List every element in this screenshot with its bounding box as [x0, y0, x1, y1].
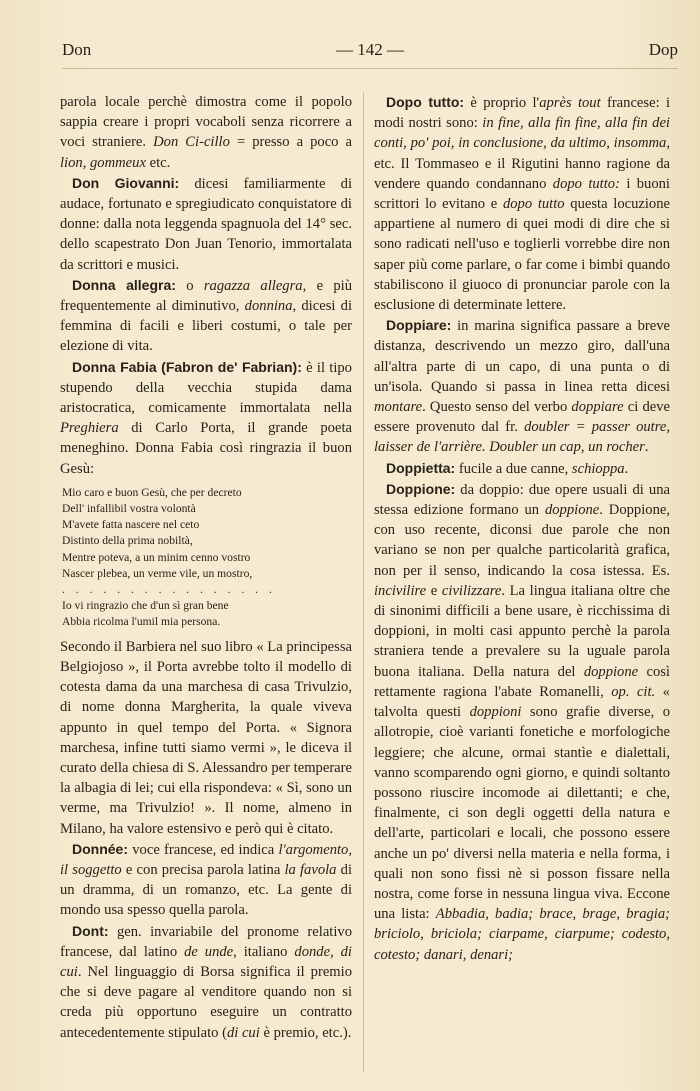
poem-line: Mentre poteva, a un minim cenno vostro	[62, 550, 251, 564]
italic-text: lion, gommeux	[60, 154, 146, 171]
italic-text: l'argomento, il soggetto	[60, 841, 352, 878]
italic-text: dopo tutto	[502, 196, 565, 213]
continued-paragraph	[60, 92, 352, 173]
italic-text: ragazza allegra	[203, 277, 303, 294]
text: è il tipo stupendo della vecchia stupida dama aristocratica, comicamente immortalata nella	[60, 359, 352, 417]
text: etc.	[145, 154, 171, 171]
header-rule	[62, 68, 678, 69]
italic-text: doppione	[544, 502, 600, 519]
italic-text: civilizzare	[441, 582, 502, 599]
italic-text: di cui	[226, 1024, 260, 1041]
text: e con precisa parola latina	[121, 861, 285, 878]
italic-text: op. cit.	[611, 683, 656, 700]
headword: Don Giovanni:	[72, 174, 180, 191]
italic-text: donde, di cui	[60, 943, 352, 980]
poem-line: Dell' infallibil vostra volontà	[62, 502, 196, 516]
entry-doppiare	[374, 315, 670, 457]
headword: Dont:	[72, 922, 109, 939]
italic-text: Preghiera	[60, 420, 119, 437]
headword: Doppiare:	[386, 317, 452, 334]
column-divider	[363, 92, 364, 1072]
text: « talvolta questi	[374, 683, 670, 721]
poem-ellipsis: . . . . . . . . . . . . . . . .	[62, 583, 276, 597]
text: e	[426, 582, 442, 599]
text: , e più frequentemente al diminutivo,	[60, 277, 353, 315]
text: .	[624, 460, 629, 477]
text: di Carlo Porta, il grande poeta meneghino. Donna Fabia così ringrazia il buon Gesù:	[60, 420, 352, 477]
entry-doppione	[374, 479, 670, 965]
entry-don-giovanni	[60, 173, 352, 275]
entry-donnee	[60, 839, 352, 921]
text: gen. invariabile del pronome relativo francese, dal latino	[60, 923, 352, 960]
text: . Nel linguaggio di Borsa significa il premio che si deve pagare al venditore quando non si creda più opportuno eseguire un contratto antecedentemente stipulato (	[60, 963, 352, 1041]
italic-text: de unde	[184, 943, 234, 960]
poem-line: Nascer plebea, un verme vile, un mostro,	[62, 566, 253, 580]
text: sono grafie diverse, o allotropie, cioè varianti fonetiche e morfologiche leggiere; che alcune, ormai stantìe e dialettali, vanno scomparendo ogni giorno, e quindi soltanto possono riuscire incomode ai dilettanti; e che, finalmente, ci son degli oggetti della natura e dell'arte, particolari e locali, che possono essere anche un po' diversi nella materia e nella forma, i quali non sono fissi nè si posson fissare nella nostra, come forse in nessuna lingua viva. Eccone una lista:	[374, 704, 670, 923]
italic-text: doubler = passer outre, laisser de l'arrière. Doubler un cap, un rocher	[374, 419, 670, 456]
paragraph: Secondo il Barbiera nel suo libro « La principessa Belgiojoso », il Porta avrebbe tolto il modello di cotesta dama da una marchesa di casa Trivulzio, di nome donna Margherita, la quale viveva appunto in quel tempo del Porta. « Signora marchesa, infine tutti siamo vermi », le diceva il curato della chiesa di S. Alessandro per temperare la albagia di lei; cui ella rispondeva: « Sì, sono un verme, ma Trivulzio! ». Il nome, almeno in Milano, ha valore estensivo e però qui è citato.	[60, 638, 352, 837]
text: , italiano	[233, 943, 295, 960]
text: così rettamente ragiona l'abate Romanelli,	[374, 663, 670, 700]
headword: Doppione:	[386, 480, 456, 497]
text: parola locale perchè dimostra come il popolo sappia creare i propri vocaboli senza ricorrere a voci straniere.	[60, 94, 352, 151]
headword: Donna allegra:	[72, 276, 176, 293]
text: . Questo senso del verbo	[422, 399, 572, 416]
text: francese: i modi nostri sono:	[374, 95, 670, 132]
italic-text: Abbadia, badia; brace, brage, bragia; briciolo, briciola; ciarpame, ciarpume; codesto, cotesto; danari, denari;	[374, 906, 670, 963]
poem-line: Io vi ringrazio che d'un sì gran bene	[62, 599, 229, 613]
page-number: — 142 —	[336, 40, 404, 59]
header-last-word: Dop	[648, 40, 678, 59]
page-header	[62, 40, 678, 64]
right-column	[374, 92, 670, 965]
text: da doppio: due opere usuali di una stessa edizione formano un	[374, 481, 670, 519]
entry-donna-fabia	[60, 357, 352, 479]
text: fucile a due canne,	[455, 460, 572, 477]
italic-text: schioppa	[571, 460, 625, 477]
headword: Donna Fabia (Fabron de' Fabrian):	[72, 358, 302, 375]
italic-text: in fine, alla fin fine, alla fin dei conti, po' poi, in conclusione, da ultimo, insomma	[374, 115, 670, 152]
text: . La lingua italiana oltre che di sinonimi difficili a bene usare, è ricchissima di doppioni, in molti casi appunto perchè la parola straniera tende a prevalere su la uguale parola buona italiana. Della natura del	[374, 582, 671, 680]
italic-text: dopo tutto:	[552, 175, 620, 192]
poem-quote	[62, 485, 352, 631]
entry-dopo-tutto	[374, 92, 670, 315]
italic-text: la favola	[284, 861, 337, 878]
headword: Donnée:	[72, 840, 128, 857]
italic-text: doppione	[583, 663, 639, 680]
text: o	[175, 277, 204, 294]
text: in marina significa passare a breve distanza, descrivendo un mezzo giro, dall'una all'altra parte di un capo, di una punta o di un'isola. Quando si passa in linea retta dicesi	[374, 318, 670, 395]
italic-text: Don Ci-cillo	[153, 134, 230, 151]
italic-text: après tout	[539, 95, 601, 111]
text: .	[644, 439, 649, 456]
left-column	[60, 92, 352, 1043]
italic-text: montare	[374, 399, 423, 416]
text: = presso a poco a	[229, 134, 353, 151]
italic-text: doppiare	[571, 399, 624, 416]
text: è proprio l'	[464, 95, 540, 111]
text: questa locuzione appartiene al numero di quei modi di dire che si sono radicati nell'uso e toglierli vorrebbe dire non saper più come parlare, o far come i bimbi quando stabiliscono il giuoco di pronunciar parole con la esclusione di determinate lettere.	[374, 196, 670, 314]
italic-text: doppioni	[469, 704, 522, 721]
headword: Dopo tutto:	[386, 94, 465, 110]
italic-text: incivilire	[374, 582, 427, 599]
text: è premio, etc.).	[259, 1024, 352, 1041]
text: di un dramma, di un romanzo, etc. La gente di mondo usa spesso quella parola.	[60, 861, 353, 919]
italic-text: donnina	[244, 298, 293, 315]
text: voce francese, ed indica	[128, 841, 279, 858]
headword: Doppietta:	[386, 459, 456, 476]
text: . Doppione, con uso recente, diconsi due parole che non variano se non per qualche particolarità grafica, non per il senso, indicando la cosa istessa. Es.	[374, 502, 670, 579]
entry-donna-allegra	[60, 275, 352, 357]
poem-line: Distinto della prima nobiltà,	[62, 534, 193, 548]
poem-line: M'avete fatta nascere nel ceto	[62, 518, 200, 532]
header-first-word: Don	[62, 40, 92, 59]
poem-line: Mio caro e buon Gesù, che per decreto	[62, 485, 242, 499]
entry-dont	[60, 921, 352, 1043]
text: i buoni scrittori lo evitano e	[374, 175, 670, 213]
text: ci deve essere provenuto dal fr.	[374, 399, 670, 436]
text: , etc. Il Tommaseo e il Rigutini hanno ragione da vendere quando condannano	[374, 135, 670, 192]
text: , dicesi di femmina di facili e liberi costumi, o tale per elezione di vita.	[60, 298, 353, 355]
definition: dicesi familiarmente di audace, fortunato e spregiudicato conquistatore di donne: dalla nota leggenda spagnuola del 14° sec. dello scapestrato Don Juan Tenorio, immortalata da scrittori e musici.	[60, 175, 352, 273]
poem-line: Abbia ricolma l'umil mia persona.	[62, 615, 221, 629]
entry-doppietta	[374, 458, 670, 479]
